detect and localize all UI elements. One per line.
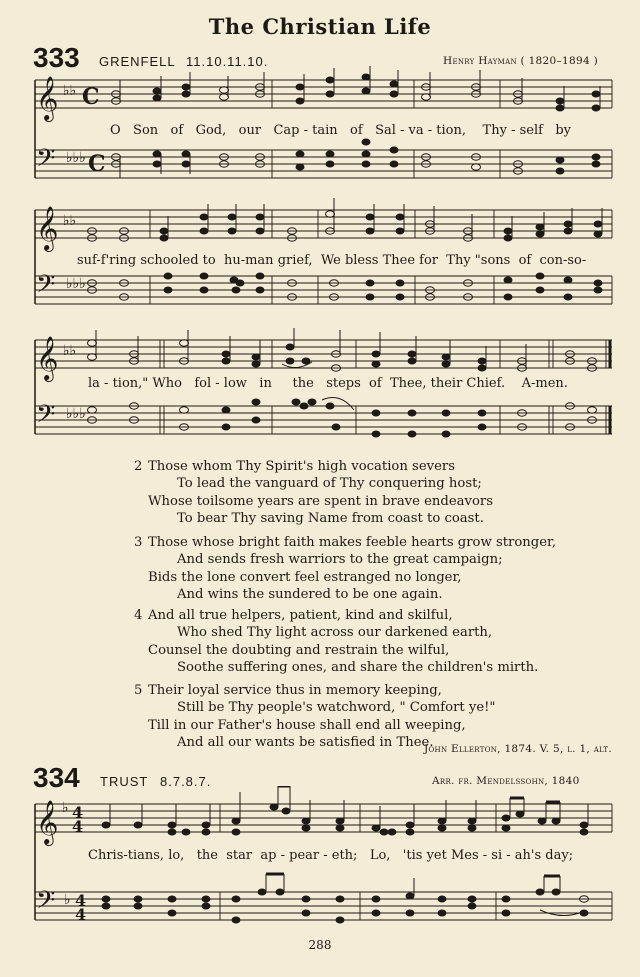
svg-text:♭♭: ♭♭ — [63, 83, 77, 99]
svg-text:♭♭♭: ♭♭♭ — [66, 406, 86, 422]
svg-text:4: 4 — [75, 891, 87, 910]
svg-text:4: 4 — [75, 905, 87, 924]
svg-text:𝄞: 𝄞 — [36, 800, 59, 844]
svg-text:♭♭♭: ♭♭♭ — [66, 276, 86, 292]
svg-text:𝄢: 𝄢 — [36, 144, 56, 179]
hymn-number: 333 — [33, 42, 80, 73]
composer-credit-334: Arr. fr. Mendelssohn, 1840 — [432, 775, 580, 787]
tune-name-334: TRUST — [100, 774, 149, 789]
svg-text:♭♭♭: ♭♭♭ — [66, 150, 86, 166]
svg-text:𝄢: 𝄢 — [36, 400, 56, 435]
section-title: The Christian Life — [208, 14, 432, 39]
verse-2: 2 Those whom Thy Spirit's high vocation severs To lead the vanguard of Thy conquering host; Whose toilsome years are spent in brave endeavors To bear Thy saving Name from coast to coast. — [134, 459, 493, 526]
tune-meter-334: 8.7.8.7. — [160, 774, 212, 789]
svg-text:♭♭: ♭♭ — [63, 213, 77, 229]
verse-5: 5 Their loyal service thus in memory keeping, Still be Thy people's watchword, " Comfort ye!" Till in our Father's house shall end all weeping, And all our wants be satisfied in Thee. — [134, 683, 496, 750]
svg-text:4: 4 — [72, 803, 84, 822]
svg-text:𝄞: 𝄞 — [36, 206, 59, 250]
composer-credit: Henry Hayman ( 1820–1894 ) — [443, 55, 599, 67]
svg-text:♭♭: ♭♭ — [63, 343, 77, 359]
svg-text:4: 4 — [72, 817, 84, 836]
author-credit: John Ellerton, 1874. V. 5, l. 1, alt. — [424, 743, 613, 755]
page-number: 288 — [308, 938, 332, 952]
lyrics-line-2: suf-f'ring schooled to hu-man grief, We bless Thee for Thy "sons of con-so- — [77, 253, 587, 268]
lyrics-line-334-1: Chris-tians, lo, the star ap - pear - eth; Lo, 'tis yet Mes - si - ah's day; — [88, 848, 574, 863]
hymn-number-334: 334 — [33, 762, 80, 793]
lyrics-line-1: O Son of God, our Cap - tain of Sal - va - tion, Thy - self by — [110, 123, 571, 138]
svg-text:𝄞: 𝄞 — [36, 336, 59, 380]
svg-text:♭: ♭ — [64, 892, 71, 908]
verse-4: 4 And all true helpers, patient, kind and skilful, Who shed Thy light across our darkened earth, Counsel the doubting and restrain the wilful, Soothe suffering ones, and share the children's mirth. — [134, 608, 539, 675]
music-system-3 — [0, 326, 640, 456]
svg-text:C: C — [82, 84, 100, 110]
svg-text:C: C — [88, 151, 106, 177]
svg-text:𝄢: 𝄢 — [36, 886, 56, 921]
verse-3: 3 Those whose bright faith makes feeble hearts grow stronger, And sends fresh warriors to the great campaign; Bids the lone convert feel estranged no longer, And wins the sundered to be one again. — [134, 535, 557, 602]
lyrics-line-3: la - tion," Who fol - low in the steps of Thee, their Chief. A-men. — [88, 376, 568, 391]
tune-meter: 11.10.11.10. — [186, 54, 269, 69]
svg-text:♭: ♭ — [62, 800, 69, 816]
svg-text:𝄞: 𝄞 — [36, 76, 59, 120]
tune-name: GRENFELL — [99, 54, 176, 69]
svg-text:𝄢: 𝄢 — [36, 270, 56, 305]
